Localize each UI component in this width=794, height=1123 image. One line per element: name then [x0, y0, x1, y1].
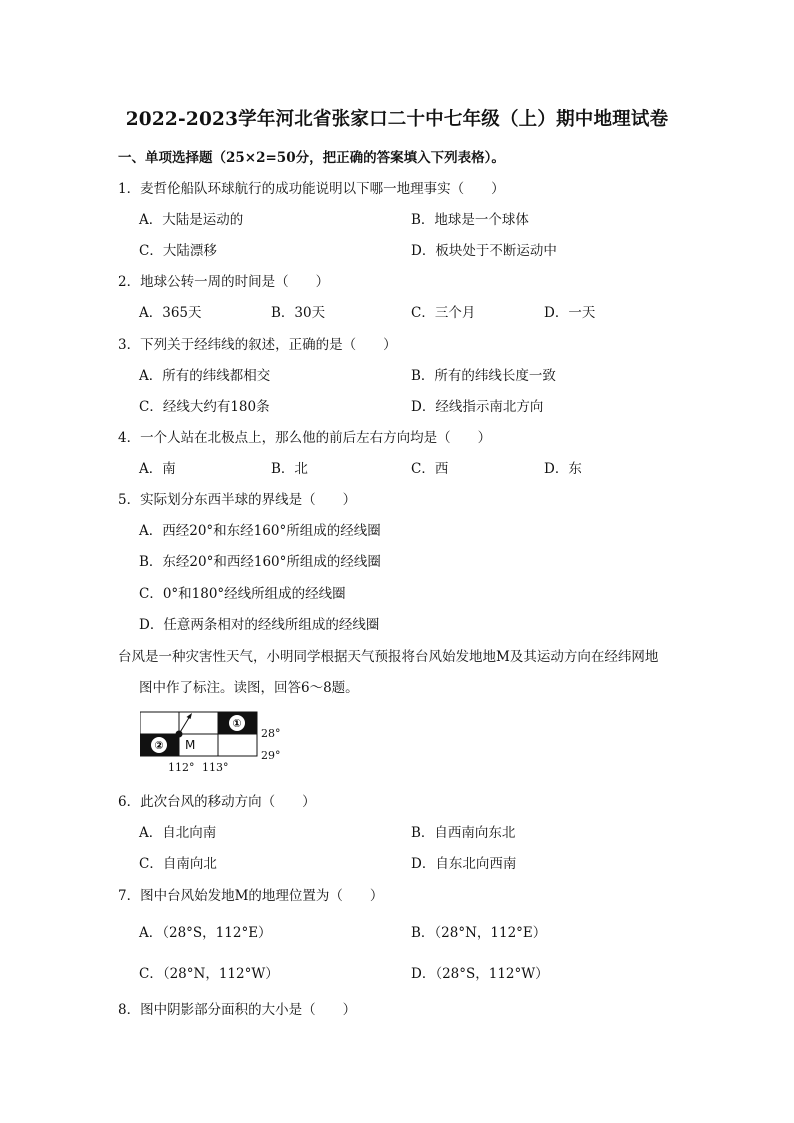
option: B．自西南向东北: [411, 825, 516, 841]
option: B．所有的纬线长度一致: [411, 368, 556, 384]
option: A．南: [139, 461, 176, 477]
option: C．大陆漂移: [139, 243, 217, 259]
option: D．任意两条相对的经线所组成的经线圈: [139, 617, 380, 633]
latitude-label-29: 29°: [261, 749, 281, 762]
option: C．0°和180°经线所组成的经线圈: [139, 586, 346, 602]
option: A．西经20°和东经160°所组成的经线圈: [139, 523, 381, 539]
passage-line: 图中作了标注。读图，回答6～8题。: [139, 680, 359, 696]
option: D．经线指示南北方向: [411, 399, 544, 415]
option: D．东: [544, 461, 582, 477]
point-m-label: M: [185, 738, 196, 752]
option: C．三个月: [411, 305, 476, 321]
option: D．自东北向西南: [411, 856, 517, 872]
option: B．东经20°和西经160°所组成的经线圈: [139, 554, 381, 570]
option: D．板块处于不断运动中: [411, 243, 557, 259]
option: C．经线大约有180条: [139, 399, 270, 415]
question-stem: 5．实际划分东西半球的界线是（ ）: [118, 492, 357, 508]
option: A．365天: [139, 305, 202, 321]
option: C．西: [411, 461, 449, 477]
option: A．（28°S，112°E）: [139, 925, 272, 941]
passage-line: 台风是一种灾害性天气，小明同学根据天气预报将台风始发地地M及其运动方向在经纬网地: [118, 649, 659, 665]
option: C．（28°N，112°W）: [139, 966, 279, 982]
circle-2-label: ②: [154, 739, 164, 752]
longitude-label-113: 113°: [202, 761, 229, 774]
latitude-label-28: 28°: [261, 727, 281, 740]
circle-1-label: ①: [232, 717, 242, 730]
question-stem: 6．此次台风的移动方向（ ）: [118, 794, 316, 810]
page-title: 2022-2023学年河北省张家口二十中七年级（上）期中地理试卷: [125, 109, 669, 130]
option: A．自北向南: [139, 825, 217, 841]
option: B．（28°N，112°E）: [411, 925, 547, 941]
option: A．大陆是运动的: [139, 212, 244, 228]
option: D．一天: [544, 305, 596, 321]
section-heading: 一、单项选择题（25×2=50分，把正确的答案填入下列表格）。: [118, 150, 505, 166]
question-stem: 7．图中台风始发地M的地理位置为（ ）: [118, 888, 384, 904]
option: A．所有的纬线都相交: [139, 368, 271, 384]
question-stem: 1．麦哲伦船队环球航行的成功能说明以下哪一地理事实（ ）: [118, 181, 505, 197]
question-stem: 2．地球公转一周的时间是（ ）: [118, 274, 330, 290]
question-stem: 8．图中阴影部分面积的大小是（ ）: [118, 1002, 357, 1018]
typhoon-arrow-head: [187, 713, 193, 719]
question-stem: 4．一个人站在北极点上，那么他的前后左右方向均是（ ）: [118, 430, 492, 446]
typhoon-arrow-line: [179, 716, 190, 734]
option: B．30天: [271, 305, 326, 321]
option: B．地球是一个球体: [411, 212, 529, 228]
longitude-label-112: 112°: [168, 761, 195, 774]
lat-long-grid-diagram: [140, 708, 300, 778]
option: B．北: [271, 461, 308, 477]
option: C．自南向北: [139, 856, 217, 872]
option: D．（28°S，112°W）: [411, 966, 549, 982]
question-stem: 3．下列关于经纬线的叙述，正确的是（ ）: [118, 337, 397, 353]
